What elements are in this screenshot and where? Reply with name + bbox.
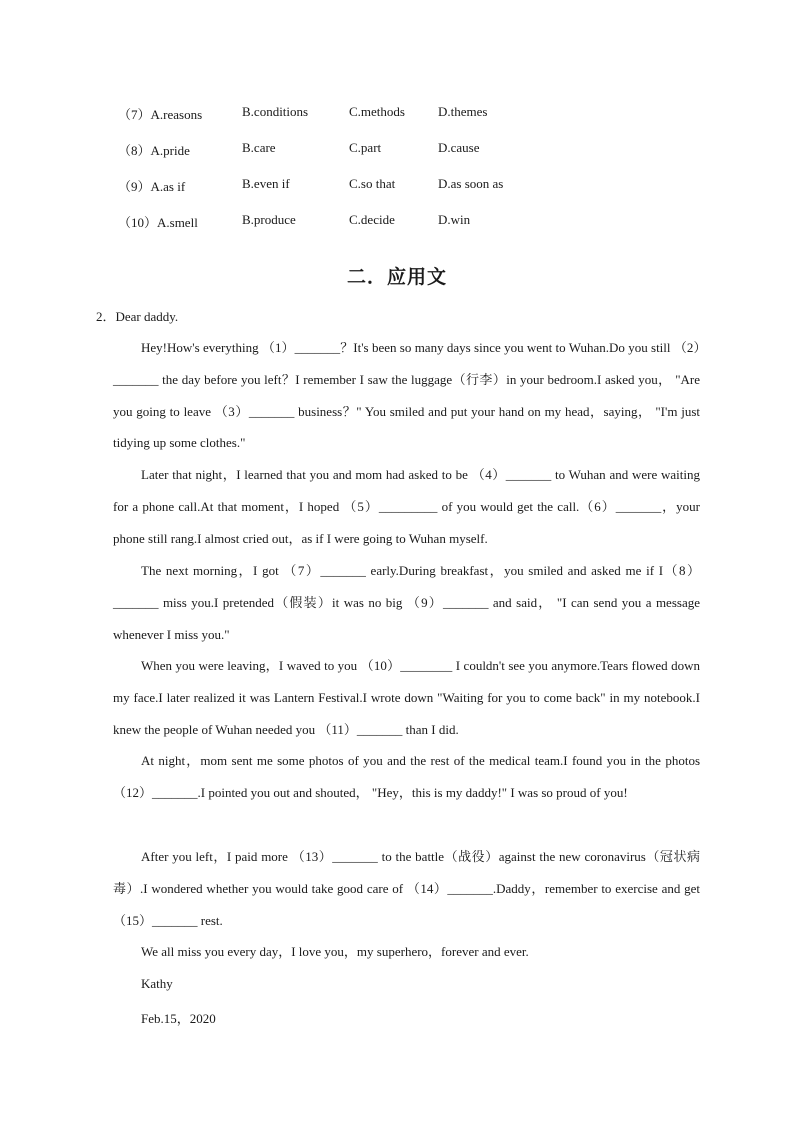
option-b: B.care — [242, 140, 276, 155]
option-d: D.as soon as — [438, 176, 504, 191]
option-c: C.part — [349, 140, 382, 155]
option-c: C.so that — [349, 176, 396, 191]
option-d: D.themes — [438, 104, 488, 119]
section-title: 二．应用文 — [346, 267, 447, 288]
letter-paragraph-5: At night，mom sent me some photos of you and the rest of the medical team.I found you in the photos （12）_______.I pointed you out and shouted， "Hey，this is my daddy!" I was so proud of you! — [113, 753, 700, 800]
option-b: B.even if — [242, 176, 290, 191]
letter-paragraph-3: The next morning，I got （7）_______ early.During breakfast，you smiled and asked me if I（8）_______ miss you.I pretended（假装）it was no big （9）_______ and said， "I can send you a message whenever I miss you." — [113, 563, 700, 642]
option-a: （7）A.reasons — [118, 107, 203, 122]
letter-paragraph-2: Later that night，I learned that you and mom had asked to be （4）_______ to Wuhan and were waiting for a phone call.At that moment，I hoped （5）_________ of you would get the call.（6）_______，your phone still rang.I almost cried out，as if I were going to Wuhan myself. — [113, 467, 700, 546]
option-c: C.decide — [349, 212, 395, 227]
option-a: （10）A.smell — [118, 215, 198, 230]
option-b: B.produce — [242, 212, 296, 227]
signature-date: Feb.15，2020 — [141, 1011, 216, 1026]
letter-paragraph-6: After you left，I paid more （13）_______ to the battle（战役）against the new coronavirus（冠状病毒）.I wondered whether you would take good care of （14）_______.Daddy，remember to exercise and get （15）_______ rest. — [113, 849, 700, 928]
letter-paragraph-4: When you were leaving，I waved to you （10）________ I couldn't see you anymore.Tears flowed down my face.I later realized it was Lantern Festival.I wrote down "Waiting for you to come back" in my notebook.I knew the people of Wuhan needed you （11）_______ than I did. — [113, 658, 700, 737]
option-a: （9）A.as if — [118, 179, 186, 194]
option-d: D.win — [438, 212, 471, 227]
signature-name: Kathy — [141, 976, 173, 991]
letter-paragraph-1: Hey!How's everything （1）_______？It's been so many days since you went to Wuhan.Do you still （2）_______ the day before you left？I remember I saw the luggage（行李）in your bedroom.I asked you， "Are you going to leave （3）_______ business？" You smiled and put your hand on my head，saying， "I'm just tidying up some clothes." — [113, 340, 700, 451]
option-c: C.methods — [349, 104, 405, 119]
option-b: B.conditions — [242, 104, 309, 119]
option-d: D.cause — [438, 140, 480, 155]
option-a: （8）A.pride — [118, 143, 190, 158]
letter-paragraph-7: We all miss you every day，I love you，my superhero，forever and ever. — [141, 944, 529, 959]
question-heading: 2．Dear daddy. — [96, 309, 179, 324]
